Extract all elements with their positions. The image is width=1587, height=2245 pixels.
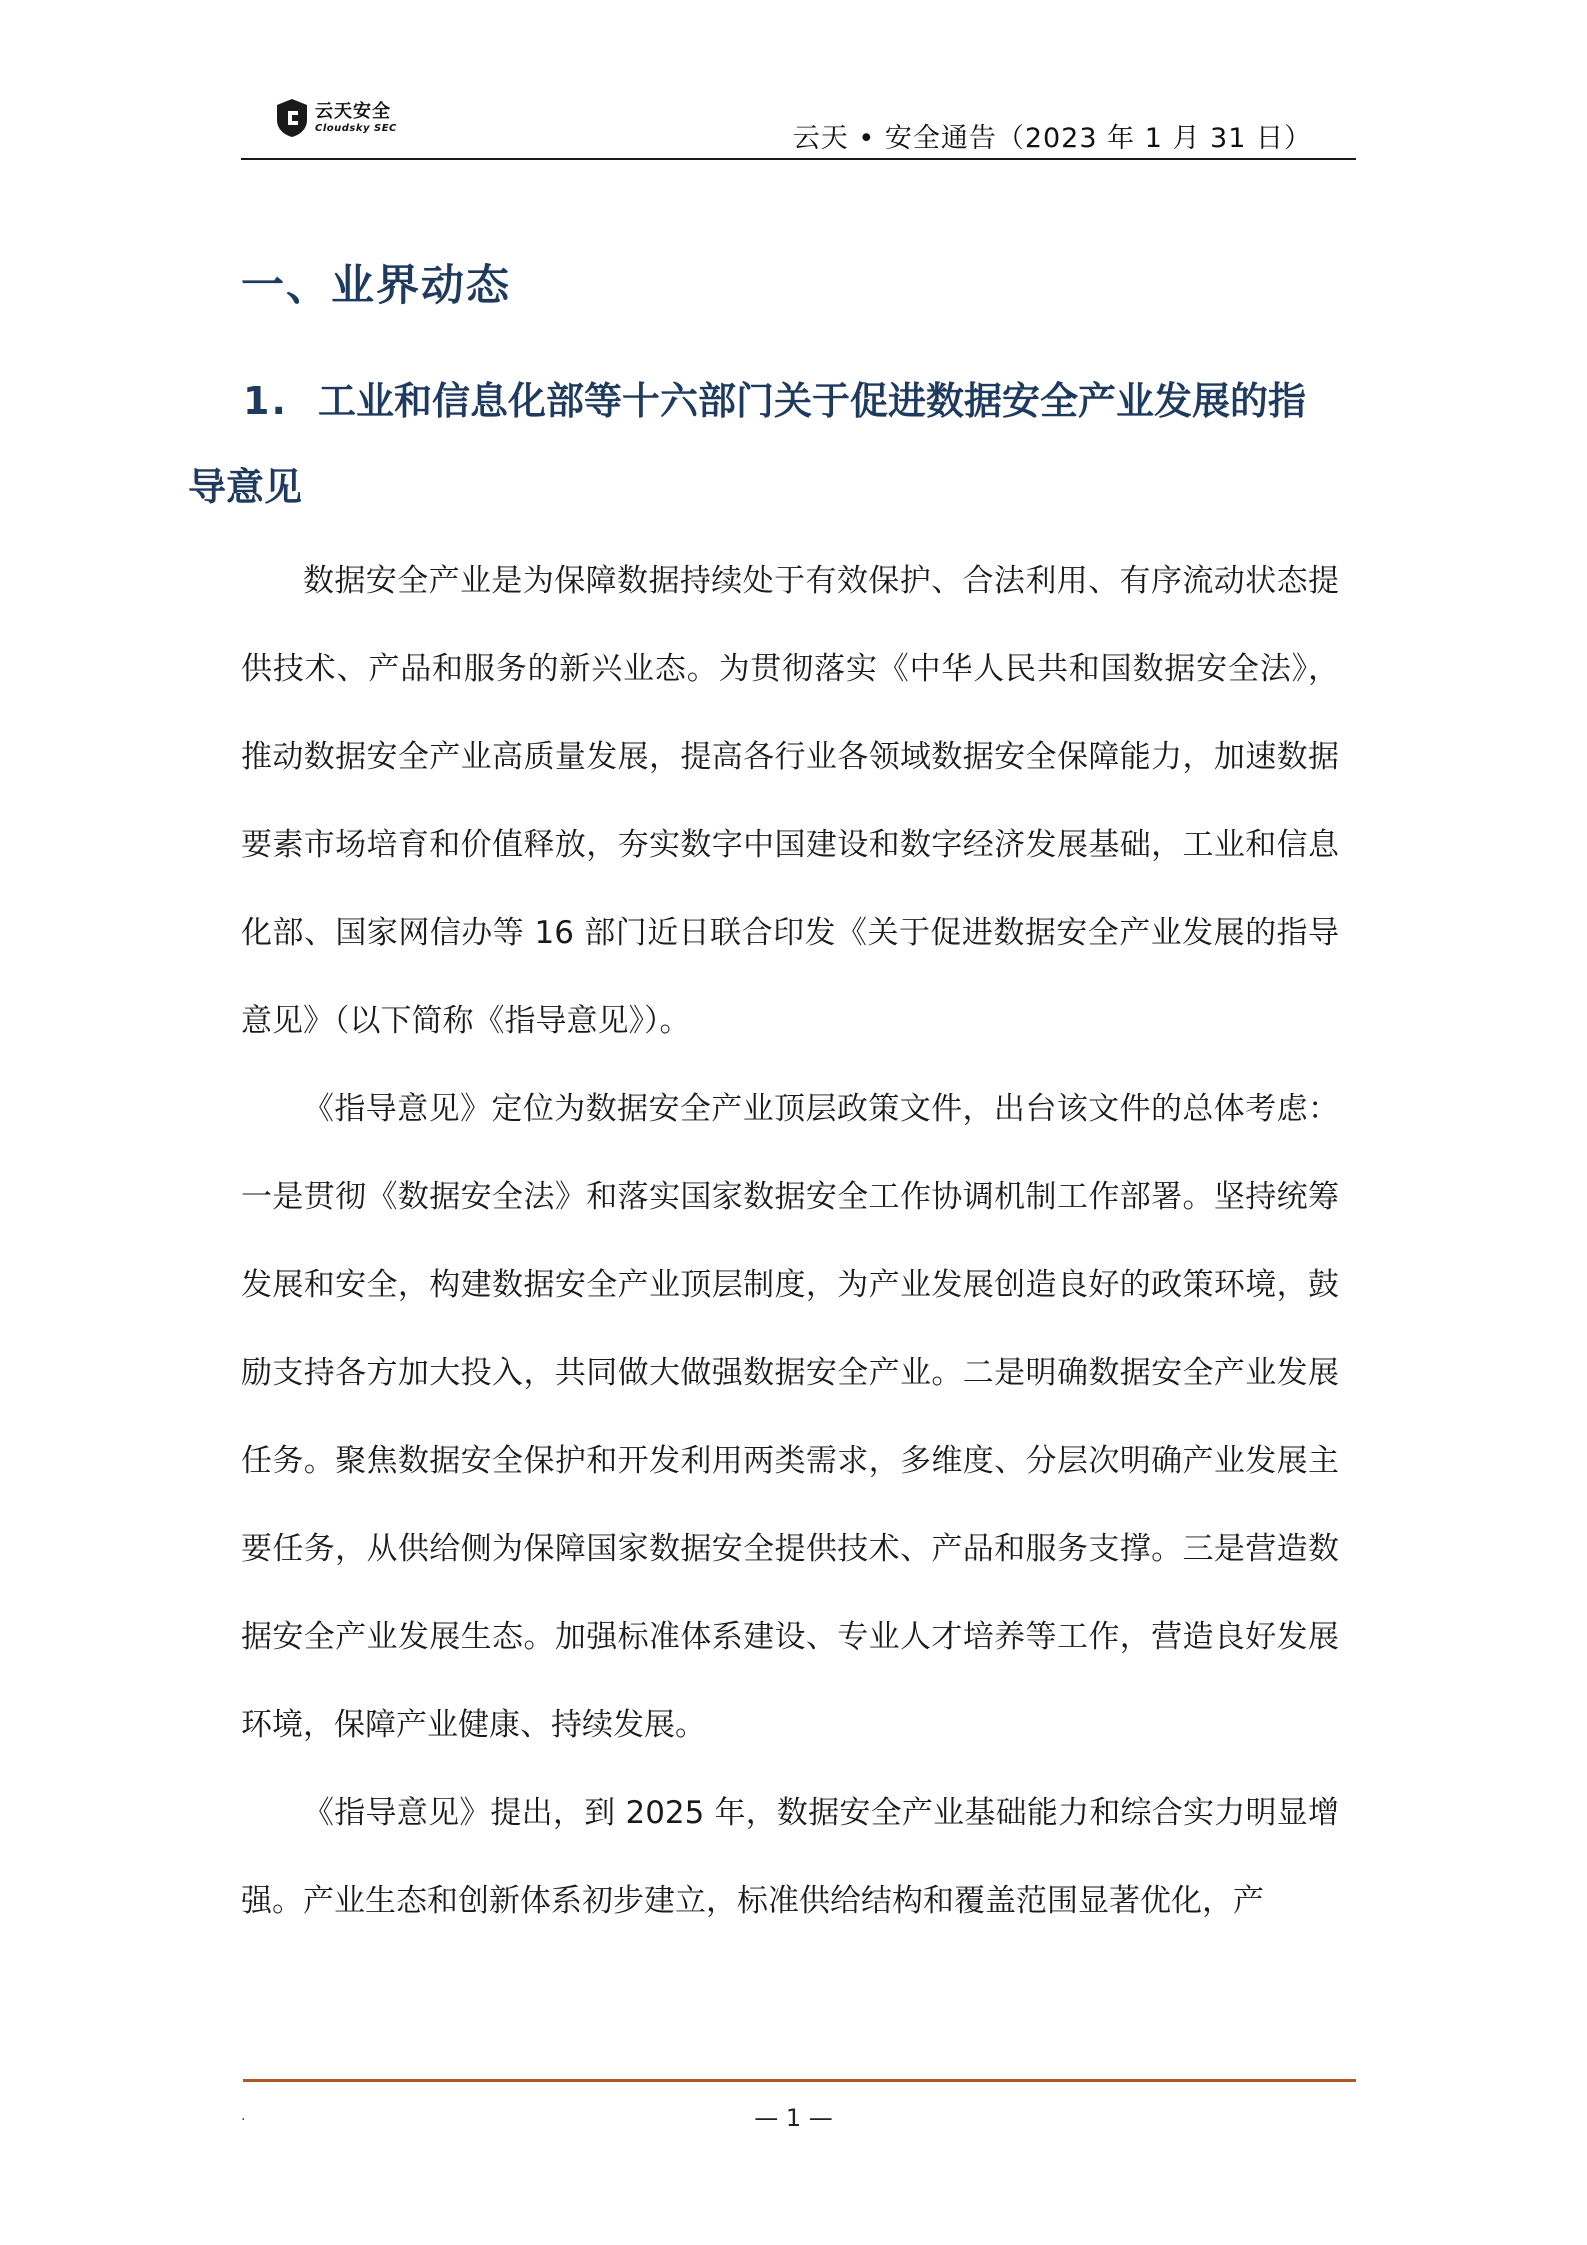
paragraph: 《指导意见》定位为数据安全产业顶层政策文件，出台该文件的总体考虑：一是贯彻《数据安全法》和落实国家数据安全工作协调机制工作部署。坚持统筹发展和安全，构建数据安全产业顶层制度，为产业发展创造良好的政策环境，鼓励支持各方加大投入，共同做大做强数据安全产业。二是明确数据安全产业发展任务。聚焦数据安全保护和开发利用两类需求，多维度、分层次明确产业发展主要任务，从供给侧为保障国家数据安全提供技术、产品和服务支撑。三是营造数据安全产业发展生态。加强标准体系建设、专业人才培养等工作，营造良好发展环境，保障产业健康、持续发展。 <box>241 1091 1339 1743</box>
shield-logo-icon <box>275 98 309 138</box>
header-divider <box>241 158 1356 160</box>
article-heading <box>188 358 1338 530</box>
footer-dot: . <box>241 2108 246 2124</box>
article-body <box>241 537 1339 1945</box>
page-header <box>241 96 1356 160</box>
logo-name-en: Cloudsky SEC <box>315 122 397 134</box>
paragraph: 《指导意见》提出，到 2025 年，数据安全产业基础能力和综合实力明显增强。产业生态和创新体系初步建立，标准供给结构和覆盖范围显著优化，产 <box>241 1795 1339 1919</box>
article-number: 1. <box>243 379 288 423</box>
page-number: — 1 — <box>754 2104 833 2132</box>
paragraph: 数据安全产业是为保障数据持续处于有效保护、合法利用、有序流动状态提供技术、产品和服务的新兴业态。为贯彻落实《中华人民共和国数据安全法》，推动数据安全产业高质量发展，提高各行业各领域数据安全保障能力，加速数据要素市场培育和价值释放，夯实数字中国建设和数字经济发展基础，工业和信息化部、国家网信办等 16 部门近日联合印发《关于促进数据安全产业发展的指导意见》（以下简称《指导意见》）。 <box>241 563 1339 1039</box>
section-heading: 一、业界动态 <box>241 261 511 311</box>
article-title: 工业和信息化部等十六部门关于促进数据安全产业发展的指导意见 <box>188 379 1307 509</box>
header-title: 云天 • 安全通告（2023 年 1 月 31 日） <box>792 123 1312 154</box>
footer-divider <box>243 2079 1356 2082</box>
logo-name-cn: 云天安全 <box>315 100 391 122</box>
company-logo <box>275 98 397 138</box>
